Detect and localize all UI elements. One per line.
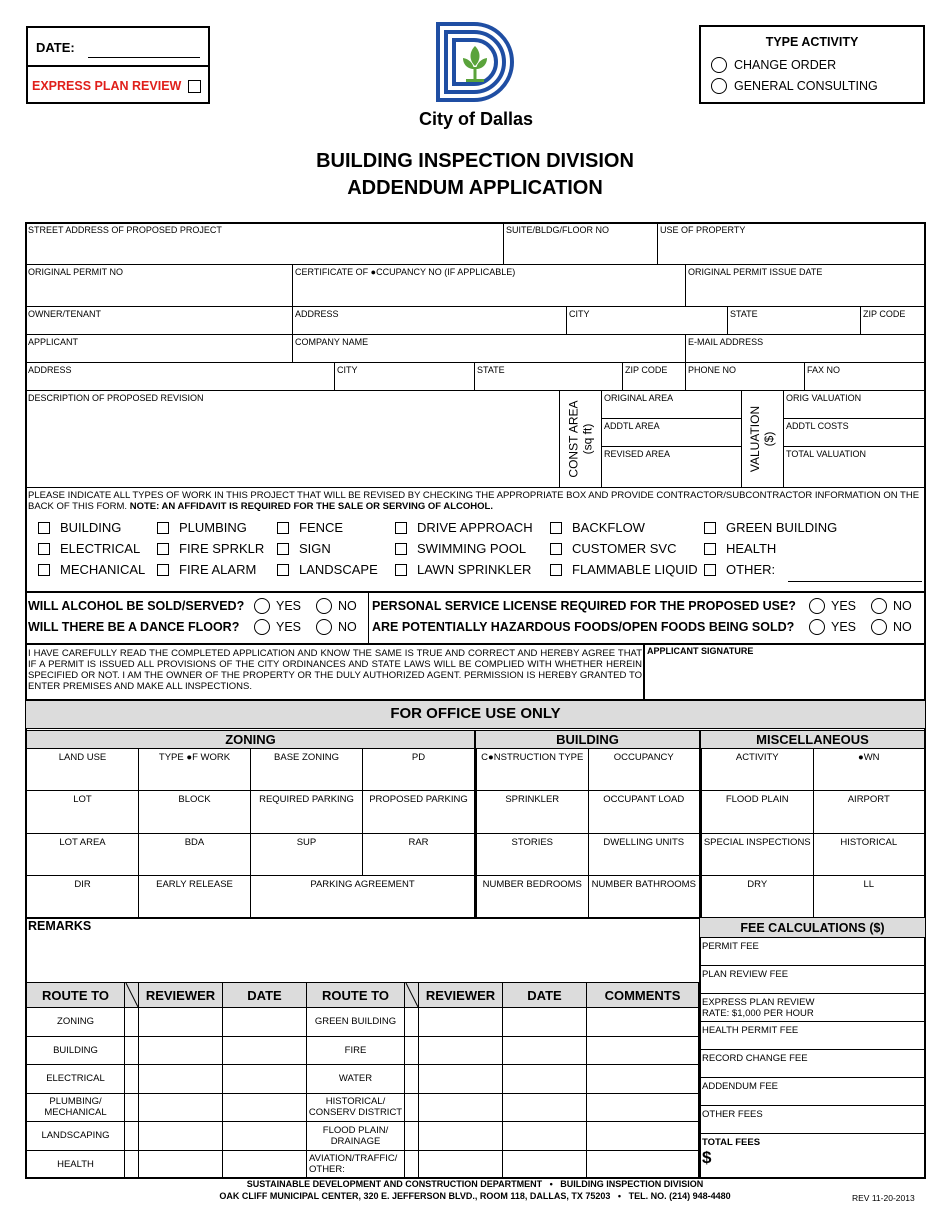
checkbox-icon[interactable]	[395, 543, 407, 555]
type-activity-title: TYPE ACTIVITY	[765, 35, 859, 49]
applicant-state-field[interactable]: STATE	[477, 365, 505, 375]
original-area-field[interactable]: ORIGINAL AREA	[604, 393, 674, 403]
change-order-radio[interactable]: CHANGE ORDER	[711, 57, 836, 73]
route-green-building: GREEN BUILDING	[307, 1008, 405, 1037]
route-water: WATER	[307, 1065, 405, 1094]
reviewer-header: REVIEWER	[139, 983, 223, 1008]
checkbox-icon[interactable]	[550, 564, 562, 576]
route-building: BUILDING	[27, 1037, 125, 1066]
valuation-label: VALUATION ($)	[748, 405, 777, 472]
radio-icon[interactable]	[316, 619, 332, 635]
route-health: HEALTH	[27, 1151, 125, 1180]
certificate-occupancy-field[interactable]: CERTIFICATE OF ●CCUPANCY NO (IF APPLICABLE)	[295, 267, 516, 277]
suite-field[interactable]: SUITE/BLDG/FLOOR NO	[506, 225, 610, 235]
description-field[interactable]: DESCRIPTION OF PROPOSED REVISION	[28, 393, 204, 403]
type-of-work-field[interactable]: TYPE ●F WORK	[139, 749, 251, 791]
radio-icon[interactable]	[254, 598, 270, 614]
total-fees-dollar[interactable]: $	[702, 1148, 712, 1167]
route-landscaping: LANDSCAPING	[27, 1122, 125, 1151]
radio-icon[interactable]	[871, 598, 887, 614]
orig-valuation-field[interactable]: ORIG VALUATION	[786, 393, 862, 403]
addtl-costs-field[interactable]: ADDTL COSTS	[786, 421, 849, 431]
bda-field[interactable]: BDA	[139, 834, 251, 876]
building-grid	[475, 748, 700, 918]
early-release-field[interactable]: EARLY RELEASE	[139, 876, 251, 918]
permit-fee-field[interactable]: PERMIT FEE	[700, 938, 925, 966]
total-valuation-field[interactable]: TOTAL VALUATION	[786, 449, 867, 459]
personal-service-question: PERSONAL SERVICE LICENSE REQUIRED FOR THE PROPOSED USE? YES NO	[372, 599, 912, 613]
applicant-signature-field[interactable]: APPLICANT SIGNATURE	[647, 646, 754, 656]
date-header: DATE	[503, 983, 587, 1008]
lot-area-field[interactable]: LOT AREA	[27, 834, 139, 876]
dry-field[interactable]: DRY	[702, 876, 814, 918]
const-area-label: CONST AREA (sq ft)	[566, 399, 595, 478]
radio-icon[interactable]	[316, 598, 332, 614]
applicant-field[interactable]: APPLICANT	[28, 337, 79, 347]
flood-plain-field[interactable]: FLOOD PLAIN	[702, 791, 814, 833]
route-fire: FIRE	[307, 1037, 405, 1066]
checkbox-icon[interactable]	[704, 564, 716, 576]
reviewer-header: REVIEWER	[419, 983, 503, 1008]
hazardous-foods-question: ARE POTENTIALLY HAZARDOUS FOODS/OPEN FOODS BEING SOLD? YES NO	[372, 620, 912, 634]
form-title-line2: ADDENDUM APPLICATION	[347, 177, 603, 199]
checkbox-icon[interactable]	[38, 522, 50, 534]
footer-line2: OAK CLIFF MUNICIPAL CENTER, 320 E. JEFFERSON BLVD., ROOM 118, DALLAS, TX 75203 • TEL. NO. (214) 948-4480	[219, 1191, 731, 1201]
construction-type-field[interactable]: C●NSTRUCTION TYPE	[477, 749, 589, 791]
fee-calculations-header: FEE CALCULATIONS ($)	[700, 918, 925, 938]
special-inspections-field[interactable]: SPECIAL INSPECTIONS	[702, 834, 814, 876]
building-header: BUILDING	[475, 730, 700, 749]
footer-line1: SUSTAINABLE DEVELOPMENT AND CONSTRUCTION DEPARTMENT • BUILDING INSPECTION DIVISION	[246, 1179, 704, 1189]
routing-table	[26, 982, 700, 1178]
date-header: DATE	[223, 983, 307, 1008]
route-to-header: ROUTE TO	[27, 983, 125, 1008]
owner-state-field[interactable]: STATE	[730, 309, 758, 319]
revised-area-field[interactable]: REVISED AREA	[604, 449, 671, 459]
misc-grid	[700, 748, 925, 918]
activity-field[interactable]: ACTIVITY	[702, 749, 814, 791]
email-field[interactable]: E-MAIL ADDRESS	[688, 337, 764, 347]
work-types-instruction: PLEASE INDICATE ALL TYPES OF WORK IN THIS PROJECT THAT WILL BE REVISED BY CHECKING THE APPROPRIATE BOX AND PROVIDE CONTRACTOR/SUBCONTRACTOR INFORMATION ON THE BACK OF THIS FORM. NOTE: AN AFFIDAVIT IS REQUIRED FOR THE SALE OR SERVING OF ALCOHOL.	[28, 490, 920, 512]
radio-icon[interactable]	[809, 598, 825, 614]
applicant-address-field[interactable]: ADDRESS	[28, 365, 72, 375]
number-bedrooms-field[interactable]: NUMBER BEDROOMS	[477, 876, 589, 918]
phone-field[interactable]: PHONE NO	[688, 365, 737, 375]
street-address-field[interactable]: STREET ADDRESS OF PROPOSED PROJECT	[28, 225, 222, 235]
number-bathrooms-field[interactable]: NUMBER BATHROOMS	[589, 876, 701, 918]
route-flood-plain: FLOOD PLAIN/ DRAINAGE	[307, 1122, 405, 1151]
slash-cell	[125, 983, 139, 1008]
other-work-type-input-line[interactable]	[788, 581, 922, 582]
original-permit-no-field[interactable]: ORIGINAL PERMIT NO	[28, 267, 124, 277]
revision-label: REV 11-20-2013	[852, 1193, 915, 1203]
radio-icon[interactable]	[254, 619, 270, 635]
checkbox-icon[interactable]	[157, 543, 169, 555]
slash-divider-icon	[405, 983, 418, 1007]
historical-field[interactable]: HISTORICAL	[814, 834, 926, 876]
owner-tenant-field[interactable]: OWNER/TENANT	[28, 309, 101, 319]
route-zoning: ZONING	[27, 1008, 125, 1037]
original-permit-issue-date-field[interactable]: ORIGINAL PERMIT ISSUE DATE	[688, 267, 823, 277]
dir-field[interactable]: DIR	[27, 876, 139, 918]
pd-field[interactable]: PD	[363, 749, 475, 791]
date-input-line[interactable]	[88, 56, 200, 58]
misc-header: MISCELLANEOUS	[700, 730, 925, 749]
dwelling-units-field[interactable]: DWELLING UNITS	[589, 834, 701, 876]
total-fees-label: TOTAL FEES	[702, 1137, 761, 1148]
block-field[interactable]: BLOCK	[139, 791, 251, 833]
route-electrical: ELECTRICAL	[27, 1065, 125, 1094]
radio-icon[interactable]	[711, 78, 727, 94]
sprinkler-field[interactable]: SPRINKLER	[477, 791, 589, 833]
remarks-label: REMARKS	[28, 919, 92, 933]
applicant-zip-field[interactable]: ZIP CODE	[625, 365, 668, 375]
checkbox-icon[interactable]	[704, 522, 716, 534]
slash-cell	[405, 983, 419, 1008]
required-parking-field[interactable]: REQUIRED PARKING	[251, 791, 363, 833]
airport-field[interactable]: AIRPORT	[814, 791, 926, 833]
dallas-d-logo-icon	[434, 22, 518, 104]
own-field[interactable]: ●WN	[814, 749, 926, 791]
addendum-fee-field[interactable]: ADDENDUM FEE	[700, 1078, 925, 1106]
radio-icon[interactable]	[871, 619, 887, 635]
city-of-dallas-text: City of Dallas	[418, 109, 534, 129]
occupancy-field[interactable]: OCCUPANCY	[589, 749, 701, 791]
radio-icon[interactable]	[711, 57, 727, 73]
other-fees-field[interactable]: OTHER FEES	[700, 1106, 925, 1134]
checkbox-icon[interactable]	[157, 522, 169, 534]
proposed-parking-field[interactable]: PROPOSED PARKING	[363, 791, 475, 833]
route-to-header: ROUTE TO	[307, 983, 405, 1008]
base-zoning-field[interactable]: BASE ZONING	[251, 749, 363, 791]
parking-agreement-field[interactable]: PARKING AGREEMENT	[251, 876, 475, 918]
certification-text: I HAVE CAREFULLY READ THE COMPLETED APPLICATION AND KNOW THE SAME IS TRUE AND CORRECT AND HEREBY AGREE THAT IF A PERMIT IS ISSUED ALL PROVISIONS OF THE CITY ORDINANCES AND STATE LAWS WILL BE COMPLIED WITH WHETHER HEREIN SPECIFIED OR NOT. I AM THE OWNER OF THE PROPERTY OR THE DULY AUTHORIZED AGENT. PERMISSION IS HEREBY GRANTED TO ENTER PREMISES AND MAKE ALL INSPECTIONS.	[28, 648, 642, 692]
radio-icon[interactable]	[809, 619, 825, 635]
remarks-area[interactable]	[26, 935, 700, 981]
checkbox-icon[interactable]	[704, 543, 716, 555]
rar-field[interactable]: RAR	[363, 834, 475, 876]
type-activity-box	[699, 25, 925, 104]
zoning-grid	[26, 748, 475, 918]
owner-zip-field[interactable]: ZIP CODE	[863, 309, 906, 319]
dance-floor-question: WILL THERE BE A DANCE FLOOR? YES NO	[28, 620, 357, 634]
applicant-city-field[interactable]: CITY	[337, 365, 358, 375]
health-permit-fee-field[interactable]: HEALTH PERMIT FEE	[700, 1022, 925, 1050]
occupant-load-field[interactable]: OCCUPANT LOAD	[589, 791, 701, 833]
owner-city-field[interactable]: CITY	[569, 309, 590, 319]
office-use-banner: FOR OFFICE USE ONLY	[26, 701, 925, 729]
work-types-row-2: ELECTRICAL FIRE SPRKLR SIGN SWIMMING POOL CUSTOMER SVC HEALTH	[38, 538, 918, 559]
checkbox-icon[interactable]	[38, 564, 50, 576]
form-title-line1: BUILDING INSPECTION DIVISION	[316, 150, 634, 172]
addtl-area-field[interactable]: ADDTL AREA	[604, 421, 660, 431]
express-plan-review-checkbox[interactable]	[188, 80, 201, 93]
zoning-header: ZONING	[26, 730, 475, 749]
ll-field[interactable]: LL	[814, 876, 926, 918]
checkbox-icon[interactable]	[550, 522, 562, 534]
owner-address-field[interactable]: ADDRESS	[295, 309, 339, 319]
fax-field[interactable]: FAX NO	[807, 365, 841, 375]
lot-field[interactable]: LOT	[27, 791, 139, 833]
land-use-field[interactable]: LAND USE	[27, 749, 139, 791]
route-historical: HISTORICAL/ CONSERV DISTRICT	[307, 1094, 405, 1123]
checkbox-icon[interactable]	[550, 543, 562, 555]
general-consulting-radio[interactable]: GENERAL CONSULTING	[711, 78, 878, 94]
checkbox-icon[interactable]	[395, 564, 407, 576]
route-plumbing-mechanical: PLUMBING/ MECHANICAL	[27, 1094, 125, 1123]
slash-divider-icon	[125, 983, 138, 1007]
checkbox-icon[interactable]	[157, 564, 169, 576]
stories-field[interactable]: STORIES	[477, 834, 589, 876]
record-change-fee-field[interactable]: RECORD CHANGE FEE	[700, 1050, 925, 1078]
sup-field[interactable]: SUP	[251, 834, 363, 876]
work-types-row-3: MECHANICAL FIRE ALARM LANDSCAPE LAWN SPRINKLER FLAMMABLE LIQUID OTHER:	[38, 559, 918, 580]
date-label: DATE:	[36, 40, 75, 55]
alcohol-question: WILL ALCOHOL BE SOLD/SERVED? YES NO	[28, 599, 357, 613]
checkbox-icon[interactable]	[277, 564, 289, 576]
city-of-dallas-logo	[434, 22, 518, 104]
express-plan-review-fee-field[interactable]: EXPRESS PLAN REVIEW RATE: $1,000 PER HOUR	[700, 994, 925, 1022]
checkbox-icon[interactable]	[38, 543, 50, 555]
company-name-field[interactable]: COMPANY NAME	[295, 337, 369, 347]
plan-review-fee-field[interactable]: PLAN REVIEW FEE	[700, 966, 925, 994]
express-plan-review-label: EXPRESS PLAN REVIEW	[32, 79, 182, 93]
work-types-row-1: BUILDING PLUMBING FENCE DRIVE APPROACH BACKFLOW GREEN BUILDING	[38, 517, 918, 538]
checkbox-icon[interactable]	[395, 522, 407, 534]
use-of-property-field[interactable]: USE OF PROPERTY	[660, 225, 746, 235]
checkbox-icon[interactable]	[277, 543, 289, 555]
route-aviation: AVIATION/TRAFFIC/ OTHER:	[307, 1151, 405, 1180]
date-box	[26, 26, 210, 104]
comments-header: COMMENTS	[587, 983, 699, 1008]
checkbox-icon[interactable]	[277, 522, 289, 534]
